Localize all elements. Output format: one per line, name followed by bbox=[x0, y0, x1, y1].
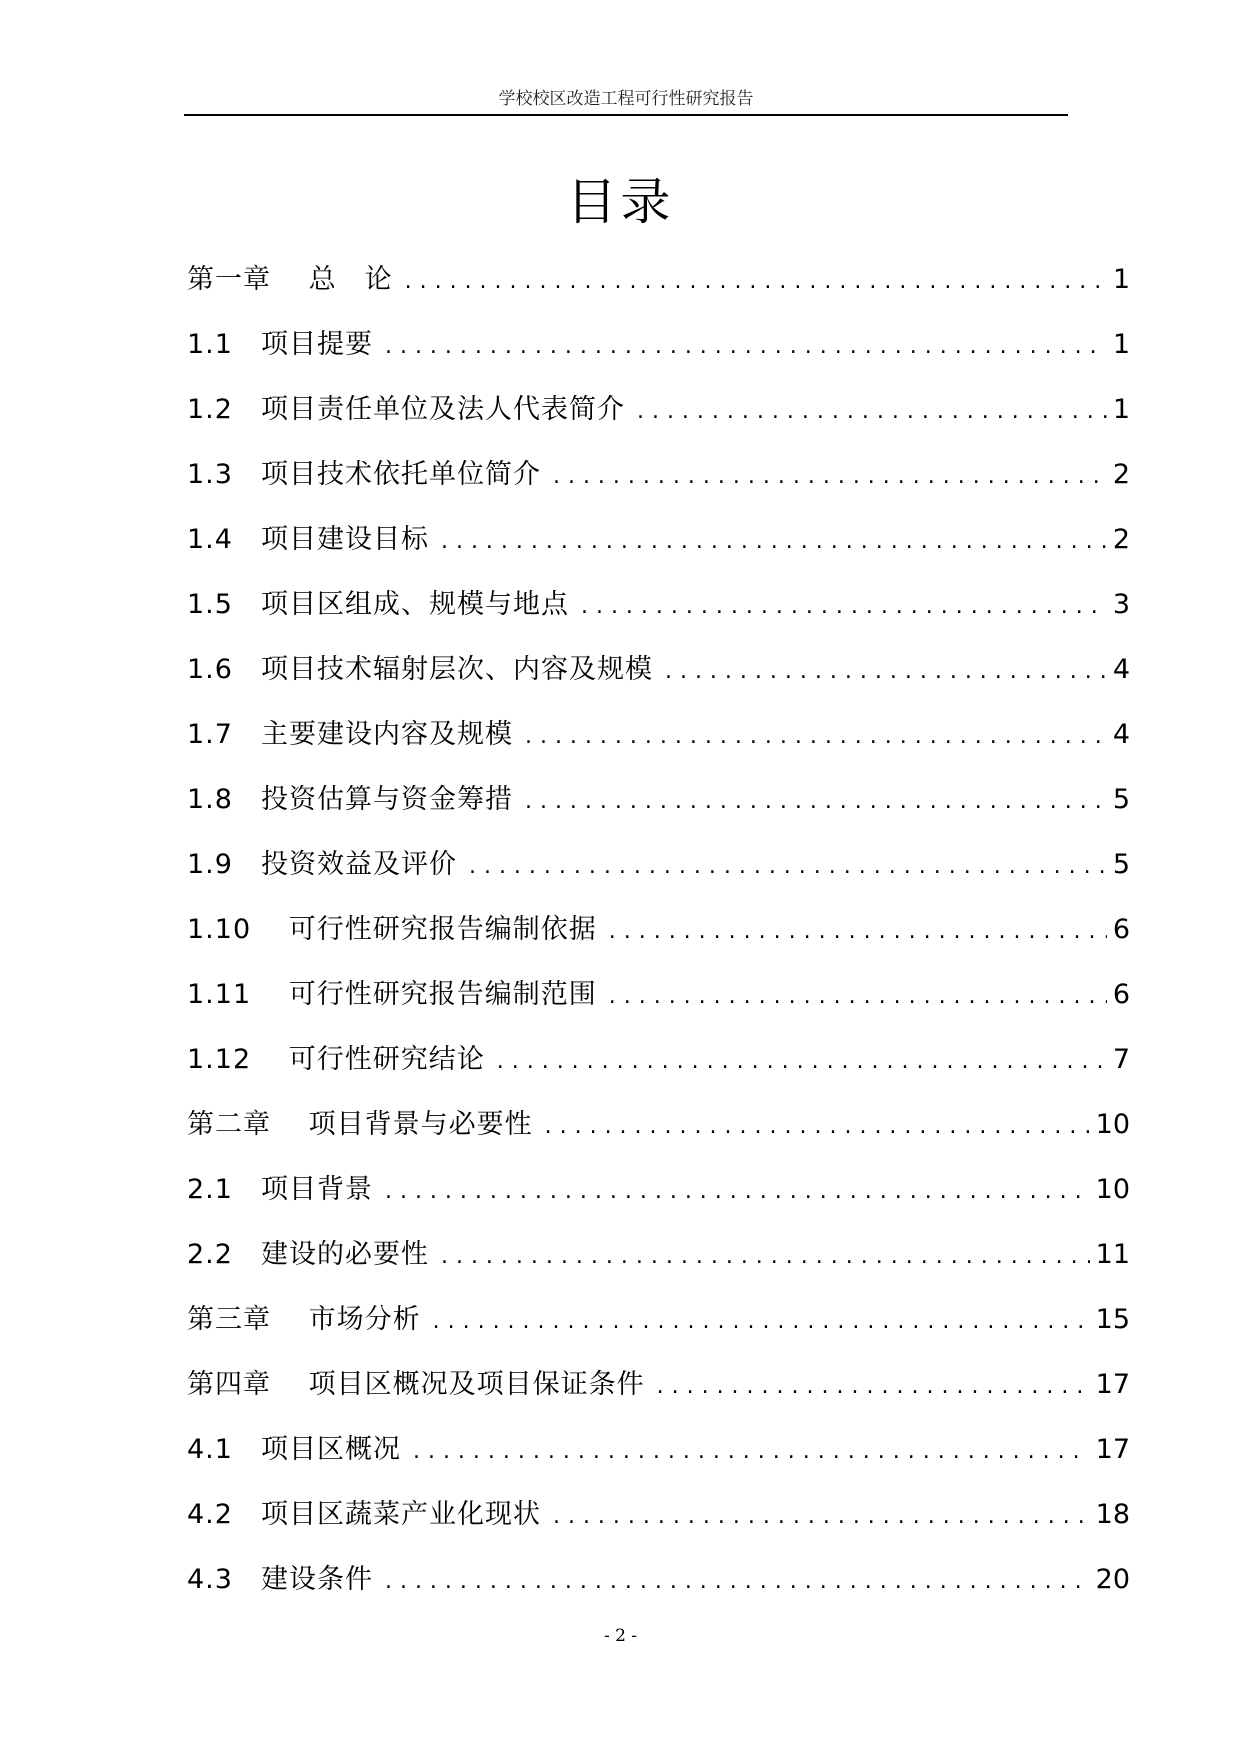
toc-entry-title: 投资效益及评价 bbox=[260, 849, 457, 880]
toc-entry-title: 项目责任单位及法人代表简介 bbox=[260, 394, 625, 425]
toc-entry-page: 18 bbox=[1095, 1499, 1130, 1530]
toc-entry-number: 4.3 bbox=[187, 1564, 233, 1595]
toc-entry-page: 11 bbox=[1095, 1239, 1130, 1270]
page-number: - 2 - bbox=[603, 1626, 638, 1646]
toc-dot-leader bbox=[665, 650, 1107, 694]
toc-dot-leader bbox=[609, 910, 1107, 954]
toc-entry-page: 20 bbox=[1095, 1564, 1130, 1595]
toc-entry[interactable] bbox=[187, 778, 1130, 843]
toc-entry-number: 1.10 bbox=[187, 914, 252, 945]
toc-entry-number: 1.1 bbox=[187, 329, 233, 360]
toc-dot-leader bbox=[497, 1040, 1107, 1084]
toc-entry-title: 主要建设内容及规模 bbox=[260, 719, 513, 750]
toc-dot-leader bbox=[441, 520, 1107, 564]
toc-entry-page: 5 bbox=[1112, 784, 1130, 815]
toc-entry-title: 项目建设目标 bbox=[260, 524, 429, 555]
toc-entry-gap bbox=[233, 518, 261, 562]
toc-entry-gap bbox=[251, 1038, 289, 1082]
toc-entry-number: 1.6 bbox=[187, 654, 233, 685]
toc-entry-page: 4 bbox=[1112, 654, 1130, 685]
toc-entry-gap bbox=[233, 1428, 261, 1472]
toc-dot-leader bbox=[553, 455, 1107, 499]
toc-entry-page: 5 bbox=[1112, 849, 1130, 880]
toc-entry-number: 第二章 bbox=[187, 1109, 271, 1140]
toc-entry-title: 项目区蔬菜产业化现状 bbox=[260, 1499, 541, 1530]
toc-entry-gap bbox=[233, 453, 261, 497]
toc-entry-page: 17 bbox=[1095, 1369, 1130, 1400]
header-rule bbox=[184, 114, 1068, 116]
running-header: 学校校区改造工程可行性研究报告 bbox=[498, 89, 754, 109]
toc-entry-number: 1.5 bbox=[187, 589, 233, 620]
toc-entry-page: 17 bbox=[1095, 1434, 1130, 1465]
toc-entry-page: 15 bbox=[1095, 1304, 1130, 1335]
toc-entry-gap bbox=[233, 388, 261, 432]
toc-entry-gap bbox=[271, 1103, 309, 1147]
toc-entry-gap bbox=[233, 583, 261, 627]
toc-entry-gap bbox=[233, 323, 261, 367]
toc-entry-title: 市场分析 bbox=[308, 1304, 421, 1335]
toc-entry[interactable] bbox=[187, 518, 1130, 583]
toc-entry[interactable] bbox=[187, 1493, 1130, 1558]
toc-entry[interactable] bbox=[187, 843, 1130, 908]
toc-entry-page: 7 bbox=[1112, 1044, 1130, 1075]
toc-entry-number: 1.3 bbox=[187, 459, 233, 490]
toc-dot-leader bbox=[469, 845, 1107, 889]
toc-entry-page: 3 bbox=[1112, 589, 1130, 620]
toc-entry-gap bbox=[233, 1233, 261, 1277]
toc-entry-number: 1.9 bbox=[187, 849, 233, 880]
toc-entry-gap bbox=[233, 713, 261, 757]
toc-entry-page: 1 bbox=[1112, 264, 1130, 295]
toc-entry-gap bbox=[233, 1168, 261, 1212]
toc-entry[interactable] bbox=[187, 908, 1130, 973]
toc-entry-page: 6 bbox=[1112, 979, 1130, 1010]
toc-dot-leader bbox=[545, 1105, 1090, 1149]
toc-entry[interactable] bbox=[187, 1363, 1130, 1428]
toc-entry[interactable] bbox=[187, 583, 1130, 648]
toc-entry-title: 项目技术辐射层次、内容及规模 bbox=[260, 654, 653, 685]
toc-entry-page: 2 bbox=[1112, 524, 1130, 555]
toc-entry[interactable] bbox=[187, 1558, 1130, 1623]
toc-entry-gap bbox=[233, 778, 261, 822]
toc-entry[interactable] bbox=[187, 1168, 1130, 1233]
toc-entry-title: 项目背景 bbox=[260, 1174, 373, 1205]
toc-dot-leader bbox=[525, 780, 1107, 824]
toc-entry-page: 2 bbox=[1112, 459, 1130, 490]
toc-entry-title: 项目技术依托单位简介 bbox=[260, 459, 541, 490]
toc-dot-leader bbox=[441, 1235, 1090, 1279]
toc-entry-gap bbox=[233, 648, 261, 692]
toc-entry-gap bbox=[251, 973, 289, 1017]
toc-entry-title: 总 论 bbox=[308, 264, 393, 295]
toc-dot-leader bbox=[433, 1300, 1090, 1344]
toc-entry-number: 1.8 bbox=[187, 784, 233, 815]
toc-entry-number: 第三章 bbox=[187, 1304, 271, 1335]
toc-entry-page: 10 bbox=[1095, 1109, 1130, 1140]
toc-entry-gap bbox=[233, 1493, 261, 1537]
toc-entry[interactable] bbox=[187, 1298, 1130, 1363]
toc-entry-title: 项目提要 bbox=[260, 329, 373, 360]
toc-entry-page: 1 bbox=[1112, 329, 1130, 360]
toc-dot-leader bbox=[385, 1170, 1090, 1214]
toc-dot-leader bbox=[637, 390, 1107, 434]
toc-entry[interactable] bbox=[187, 1038, 1130, 1103]
toc-entry-title: 项目区概况及项目保证条件 bbox=[308, 1369, 645, 1400]
toc-entry-title: 项目区概况 bbox=[260, 1434, 401, 1465]
toc-entry-gap bbox=[233, 1558, 261, 1602]
toc-entry-title: 可行性研究结论 bbox=[288, 1044, 485, 1075]
toc-entry-number: 第四章 bbox=[187, 1369, 271, 1400]
toc-entry-title: 投资估算与资金筹措 bbox=[260, 784, 513, 815]
toc-entry-gap bbox=[271, 258, 309, 302]
toc-entry-gap bbox=[271, 1298, 309, 1342]
toc-dot-leader bbox=[413, 1430, 1090, 1474]
toc-entry-title: 项目背景与必要性 bbox=[308, 1109, 533, 1140]
toc-entry[interactable] bbox=[187, 1103, 1130, 1168]
toc-dot-leader bbox=[385, 325, 1107, 369]
toc-entry-gap bbox=[251, 908, 289, 952]
toc-entry-gap bbox=[271, 1363, 309, 1407]
toc-entry-number: 1.2 bbox=[187, 394, 233, 425]
toc-entry-number: 1.7 bbox=[187, 719, 233, 750]
toc-entry[interactable] bbox=[187, 1233, 1130, 1298]
toc-entry-gap bbox=[233, 843, 261, 887]
toc-title: 目录 bbox=[566, 173, 675, 231]
toc-entry[interactable] bbox=[187, 648, 1130, 713]
toc-entry[interactable] bbox=[187, 388, 1130, 453]
toc-entry[interactable] bbox=[187, 323, 1130, 388]
toc-entry-title: 建设的必要性 bbox=[260, 1239, 429, 1270]
toc-dot-leader bbox=[405, 260, 1107, 304]
toc-entry[interactable] bbox=[187, 1428, 1130, 1493]
toc-entry-number: 1.12 bbox=[187, 1044, 252, 1075]
toc-entry-number: 4.2 bbox=[187, 1499, 233, 1530]
toc-entry-page: 1 bbox=[1112, 394, 1130, 425]
toc-entry-page: 6 bbox=[1112, 914, 1130, 945]
toc-entry-number: 4.1 bbox=[187, 1434, 233, 1465]
toc-entry-number: 1.4 bbox=[187, 524, 233, 555]
toc-entry[interactable] bbox=[187, 973, 1130, 1038]
toc-entry[interactable] bbox=[187, 258, 1130, 323]
toc-dot-leader bbox=[581, 585, 1107, 629]
toc-entry-title: 建设条件 bbox=[260, 1564, 373, 1595]
toc-entry-number: 第一章 bbox=[187, 264, 271, 295]
toc-dot-leader bbox=[385, 1560, 1090, 1604]
toc-entry-number: 2.1 bbox=[187, 1174, 233, 1205]
toc-entry-title: 可行性研究报告编制依据 bbox=[288, 914, 597, 945]
toc-entry-title: 项目区组成、规模与地点 bbox=[260, 589, 569, 620]
toc-dot-leader bbox=[609, 975, 1107, 1019]
toc-entry-number: 2.2 bbox=[187, 1239, 233, 1270]
toc-entry-number: 1.11 bbox=[187, 979, 252, 1010]
toc-entry-page: 4 bbox=[1112, 719, 1130, 750]
toc-dot-leader bbox=[525, 715, 1107, 759]
toc-entry-page: 10 bbox=[1095, 1174, 1130, 1205]
toc-entry-title: 可行性研究报告编制范围 bbox=[288, 979, 597, 1010]
table-of-contents bbox=[187, 258, 1130, 1623]
toc-entry[interactable] bbox=[187, 453, 1130, 518]
toc-entry[interactable] bbox=[187, 713, 1130, 778]
toc-dot-leader bbox=[657, 1365, 1090, 1409]
toc-dot-leader bbox=[553, 1495, 1090, 1539]
